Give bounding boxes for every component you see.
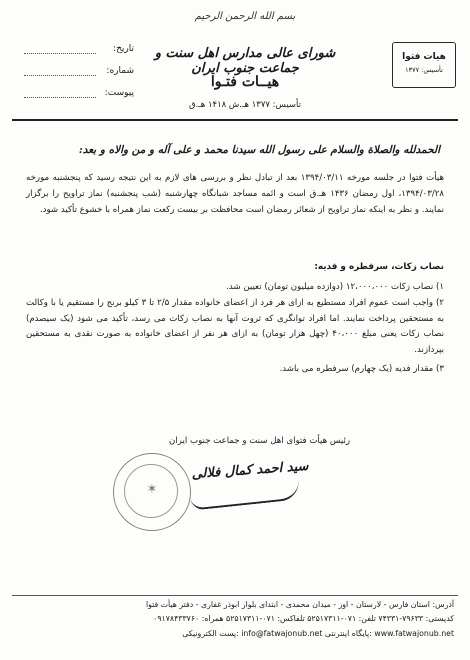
fatwa-heading: هیــات فتـوا xyxy=(210,74,280,90)
stamp-title: هیات فتوا xyxy=(402,52,446,62)
attachment-label: پیوست: xyxy=(104,88,134,98)
number-line xyxy=(24,66,96,76)
attachment-line xyxy=(24,88,96,98)
number-label: شماره: xyxy=(106,66,134,76)
seal-star-icon: ✶ xyxy=(146,482,158,497)
footer-phones: کدپستی: ۷۹۶۳۳-۷۴۳۳۱ تلفن: ۰۷۱-۵۲۵۱۷۳۱۱ تلفاکس: ۰۷۱-۵۲۵۱۷۳۱۱ همراه: ۰۹۱۷۸۴۳۳۷۶۰ xyxy=(153,614,454,623)
signature-stroke xyxy=(189,479,300,510)
item-fidya: ۳) مقدار فدیه (یک چهارم) سرفطره می باشد. xyxy=(279,364,444,374)
section-heading: نصاب زکات، سرفطره و فدیه: xyxy=(314,262,444,272)
footer-address: آدرس: استان فارس - لارستان - اوز - میدان محمدی - ابتدای بلوار ابوذر غفاری - دفتر هیأت فتوا xyxy=(145,600,454,609)
basmala: بسم الله الرحمن الرحیم xyxy=(194,11,296,22)
established-date: تأسیس: ۱۳۷۷ هـ.ش ۱۴۱۸ هـ.ق xyxy=(188,100,302,110)
signature: سید احمد کمال فلالی xyxy=(191,458,309,483)
number-field xyxy=(24,66,134,76)
intro-paragraph: هیأت فتوا در جلسه مورخه ۱۳۹۴/۰۳/۱۱ بعد از تبادل نظر و بررسی های لازم به این نتیجه رسید که پنجشنبه مورخه ۱۳۹۴/۰۳/۲۸، اول رمضان ۱۴۳۶ هـ.ق است و ائمه مساجد شبانگاه چهارشنبه (شب پنجشنبه) نماز تراویح را برگزار نمایند. و نظر به اینکه نماز تراویح از شعائر رمضان است محافظت بر بیست رکعت نماز همراه با خشوع تأکید شود. xyxy=(26,173,445,215)
footer-divider xyxy=(12,595,458,596)
signer-title: رئیس هیأت فتوای اهل سنت و جماعت جنوب ایران xyxy=(169,436,350,446)
stamp-subtitle: تأسیس: ۱۳۷۷ xyxy=(405,66,443,74)
round-seal xyxy=(113,453,191,531)
header-divider xyxy=(12,119,458,121)
council-name: شورای عالی مدارس اهل سنت و جماعت جنوب ایران xyxy=(154,46,336,76)
date-field xyxy=(24,44,134,54)
item-zakat-nisab: ۱) نصاب زکات ۱۲،۰۰۰،۰۰۰ (دوازده میلیون تومان) تعیین شد. xyxy=(226,282,444,292)
salutation: الحمدلله والصلاة والسلام علی رسول الله سیدنا محمد و علی آله و من والاه و بعد: xyxy=(78,144,440,156)
date-line xyxy=(24,44,96,54)
attachment-field xyxy=(24,88,134,98)
date-label: تاریخ: xyxy=(113,44,134,54)
footer-web: www.fatwajonub.net :پایگاه اینترنتی info@fatwajonub.net :پست الکترونیکی xyxy=(182,629,454,638)
item-fitra: ۲) واجب است عموم افراد مستطیع به ازای هر فرد از اعضای خانواده مقدار ۲/۵ تا ۳ کیلو برنج را مستقیم یا با وکالت به مستحقین پرداخت نمایند. اما افراد توانگری که ثروت آنها به نصاب زکات می رسد، تأکید می شود (یک سیصدم) نصاب زکات یعنی مبلغ ۴۰،۰۰۰ (چهل هزار تومان) به ازای هر نفر از اعضای خانواده به صورت نقدی به مستحقین بپردازند. xyxy=(26,298,445,355)
fatwa-stamp-box xyxy=(392,42,456,88)
